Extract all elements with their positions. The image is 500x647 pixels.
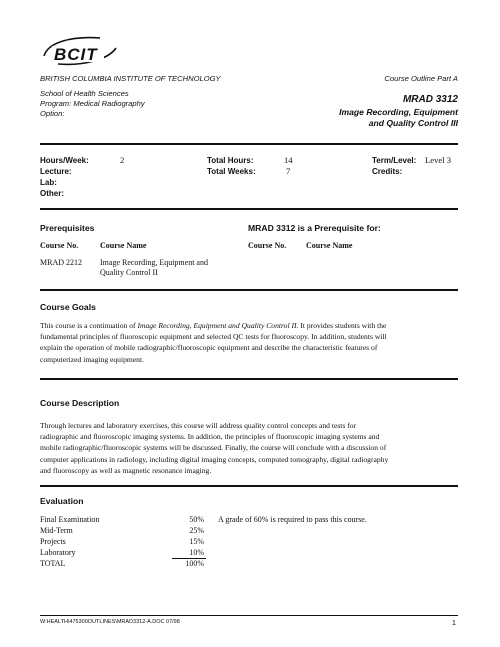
outline-label: Course Outline Part A	[384, 74, 458, 83]
description-divider	[40, 485, 458, 487]
institution-name: BRITISH COLUMBIA INSTITUTE OF TECHNOLOGY	[40, 74, 221, 83]
prereq-col-course-name: Course Name	[100, 241, 147, 250]
course-description-text	[40, 420, 458, 476]
prerequisites-title: Prerequisites	[40, 223, 95, 233]
course-title-line1: Image Recording, Equipment	[339, 107, 458, 117]
eval-total-row	[40, 559, 210, 569]
eval-item-value: 10%	[189, 548, 204, 557]
total-hours-label: Total Hours:	[207, 156, 254, 165]
term-level-value: Level 3	[425, 155, 452, 165]
course-title-line2: and Quality Control III	[368, 118, 458, 128]
logo-text: BCIT	[54, 45, 98, 64]
course-goals-text	[40, 320, 458, 365]
school-name: School of Health Sciences	[40, 89, 129, 98]
hours-divider	[40, 208, 458, 210]
bcit-logo	[38, 34, 120, 72]
prereq-course-no: MRAD 2212	[40, 258, 83, 267]
eval-total-value: 100%	[185, 559, 204, 568]
eval-item-value: 25%	[189, 526, 204, 535]
description-line-4: computer applications in radiology, including digital imaging concepts, computed tomography, digital radiography	[40, 454, 389, 464]
goals-line-3: explain the operation of mobile radiographic/fluoroscopic equipment and describe the characteristic features of	[40, 343, 378, 353]
header-divider	[40, 143, 458, 145]
lecture-label: Lecture:	[40, 167, 72, 176]
page-number: 1	[451, 618, 456, 627]
eval-item-name: Mid-Term	[40, 526, 73, 535]
course-code: MRAD 3312	[402, 94, 458, 105]
footer-path: W:HEALTH\475300OUTLINES\MRAD3312-A.DOC 07/98	[40, 619, 180, 625]
pass-requirement-note: A grade of 60% is required to pass this course.	[218, 515, 367, 524]
course-goals-title: Course Goals	[40, 302, 96, 312]
eval-row	[40, 537, 210, 547]
goals-divider	[40, 378, 458, 380]
goals-line-2: fundamental principles of fluoroscopic equipment and selected QC tests for fluoroscopy. In addition, students will	[40, 332, 387, 342]
eval-item-value: 50%	[189, 515, 204, 524]
eval-item-value: 15%	[189, 537, 204, 546]
option-label: Option:	[40, 109, 65, 118]
prereq-divider	[40, 289, 458, 291]
description-line-1: Through lectures and laboratory exercises, this course will address quality control concepts and tests for	[40, 421, 357, 430]
hours-week-value: 2	[120, 155, 125, 165]
eval-row	[40, 548, 210, 558]
prereq-course-name-line1: Image Recording, Equipment and	[100, 258, 208, 267]
prereq-col-course-no: Course No.	[40, 241, 79, 250]
evaluation-title: Evaluation	[40, 496, 84, 506]
footer-divider	[40, 615, 458, 616]
course-description-title: Course Description	[40, 398, 120, 408]
eval-row	[40, 515, 210, 525]
isprereq-col-course-name: Course Name	[306, 241, 353, 250]
eval-item-name: Final Examination	[40, 515, 100, 524]
total-hours-value: 14	[284, 155, 293, 165]
eval-total-label: TOTAL	[40, 559, 66, 568]
description-line-3: mobile radiographic/fluoroscopic systems will be discussed. Finally, the course will conclude with a discussion of	[40, 443, 387, 453]
term-level-label: Term/Level:	[372, 156, 417, 165]
prereq-course-name-line2: Quality Control II	[100, 268, 158, 277]
isprereq-col-course-no: Course No.	[248, 241, 287, 250]
total-weeks-value: 7	[286, 166, 291, 176]
other-label: Other:	[40, 189, 64, 198]
goals-line-1: This course is a continuation of Image Recording, Equipment and Quality Control II. It provides students with the	[40, 321, 387, 330]
goals-line-4: computerized imaging equipment.	[40, 354, 144, 364]
program-name: Program: Medical Radiography	[40, 99, 145, 108]
lab-label: Lab:	[40, 178, 57, 187]
is-prerequisite-title: MRAD 3312 is a Prerequisite for:	[248, 223, 381, 233]
credits-label: Credits:	[372, 167, 403, 176]
total-weeks-label: Total Weeks:	[207, 167, 256, 176]
description-line-2: radiographic and fluoroscopic imaging systems. In addition, the principles of fluoroscopic imaging systems and	[40, 432, 380, 442]
eval-item-name: Laboratory	[40, 548, 76, 557]
description-line-5: and fluoroscopy as well as magnetic resonance imaging.	[40, 465, 212, 475]
eval-row	[40, 526, 210, 536]
hours-week-label: Hours/Week:	[40, 156, 89, 165]
eval-item-name: Projects	[40, 537, 66, 546]
